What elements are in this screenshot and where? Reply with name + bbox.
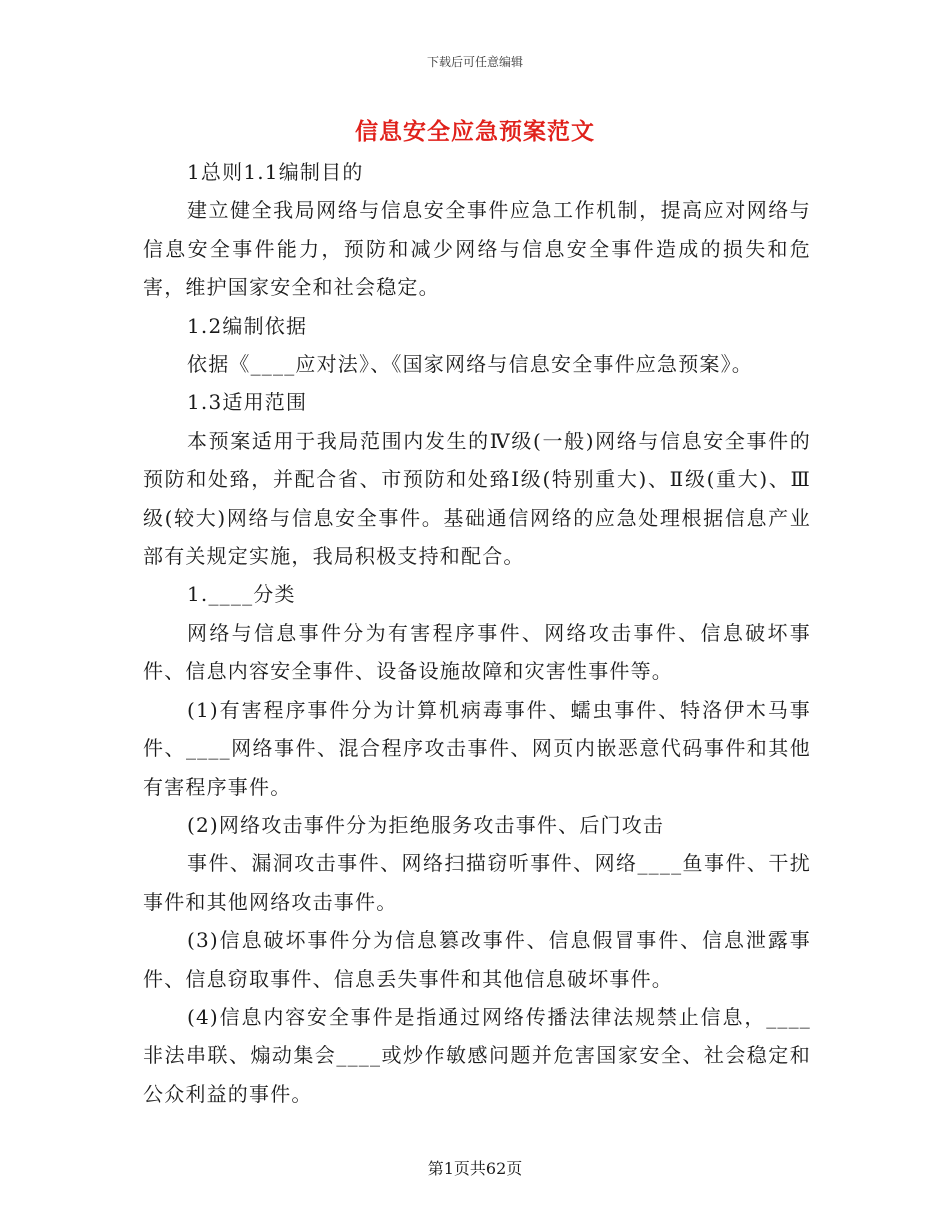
paragraph: 网络与信息事件分为有害程序事件、网络攻击事件、信息破坏事件、信息内容安全事件、设备设施故障和灾害性事件等。 xyxy=(143,620,811,684)
page-number: 第1页共62页 xyxy=(427,1159,523,1178)
paragraph: 本预案适用于我局范围内发生的Ⅳ级(一般)网络与信息安全事件的预防和处臵，并配合省、市预防和处臵Ⅰ级(特别重大)、Ⅱ级(重大)、Ⅲ级(较大)网络与信息安全事件。基础通信网络的应急处理根据信息产业部有关规定实施，我局积极支持和配合。 xyxy=(143,428,811,569)
document-body xyxy=(143,153,811,1113)
list-item: (3)信息破坏事件分为信息篡改事件、信息假冒事件、信息泄露事件、信息窃取事件、信息丢失事件和其他信息破坏事件。 xyxy=(143,928,811,991)
section-heading: 1.____分类 xyxy=(187,582,296,607)
section-heading: 1总则1.1编制目的 xyxy=(187,160,364,184)
section-heading: 1.2编制依据 xyxy=(187,313,308,338)
section-heading: 1.3适用范围 xyxy=(187,390,308,415)
paragraph: 建立健全我局网络与信息安全事件应急工作机制，提高应对网络与信息安全事件能力，预防和减少网络与信息安全事件造成的损失和危害，维护国家安全和社会稳定。 xyxy=(143,198,811,300)
paragraph: 事件、漏洞攻击事件、网络扫描窃听事件、网络____鱼事件、干扰事件和其他网络攻击事件。 xyxy=(143,851,811,914)
list-item: (2)网络攻击事件分为拒绝服务攻击事件、后门攻击 xyxy=(187,812,665,837)
document-title: 信息安全应急预案范文 xyxy=(355,119,595,145)
page-header-note: 下载后可任意编辑 xyxy=(426,55,523,69)
list-item: (1)有害程序事件分为计算机病毒事件、蠕虫事件、特洛伊木马事件、____网络事件、混合程序攻击事件、网页内嵌恶意代码事件和其他有害程序事件。 xyxy=(143,697,811,799)
list-item: (4)信息内容安全事件是指通过网络传播法律法规禁止信息，____非法串联、煽动集会____或炒作敏感问题并危害国家安全、社会稳定和公众利益的事件。 xyxy=(143,1004,811,1106)
paragraph: 依据《____应对法》、《国家网络与信息安全事件应急预案》。 xyxy=(187,352,753,377)
